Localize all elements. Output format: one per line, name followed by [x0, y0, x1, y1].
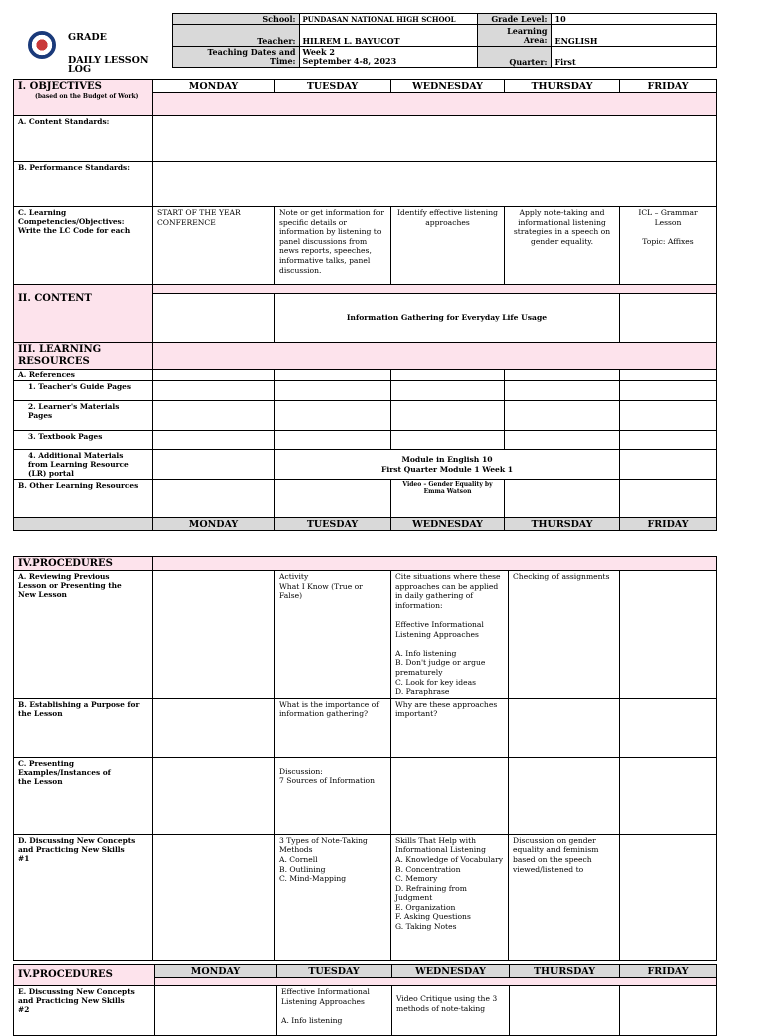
procedures-band: [153, 557, 717, 571]
proc-a-friday: [620, 571, 717, 699]
proc-d-tuesday: 3 Types of Note-Taking Methods A. Cornell B. Outlining C. Mind-Mapping: [275, 834, 391, 960]
objectives-heading: [14, 80, 153, 116]
tb-cell: [620, 431, 717, 450]
teachers-guide-label: 1. Teacher's Guide Pages: [14, 381, 153, 401]
references-label: A. References: [14, 370, 153, 381]
objectives-title: I. OBJECTIVES: [18, 81, 102, 92]
tg-cell: [153, 381, 275, 401]
ref-cell: [275, 370, 391, 381]
proc-day-tuesday: TUESDAY: [277, 965, 392, 978]
competency-wednesday: Identify effective listening approaches: [391, 207, 505, 285]
content-standards-label: A. Content Standards:: [14, 116, 153, 162]
learning-area-value: ENGLISH: [551, 25, 716, 47]
add-monday: [153, 450, 275, 480]
other-tuesday: [275, 480, 391, 518]
lm-cell: [620, 401, 717, 431]
grade-level-value: 10: [551, 14, 716, 25]
footer-blank: [14, 518, 153, 531]
proc-a-monday: [153, 571, 275, 699]
school-value: PUNDASAN NATIONAL HIGH SCHOOL: [299, 14, 477, 25]
content-friday: [620, 294, 717, 343]
proc-c-monday: [153, 757, 275, 834]
footer-day-thursday: THURSDAY: [505, 518, 620, 531]
day-thursday: THURSDAY: [505, 80, 620, 93]
resources-title: III. LEARNING RESOURCES: [14, 343, 153, 370]
proc-a-thursday: Checking of assignments: [509, 571, 620, 699]
textbook-label: 3. Textbook Pages: [14, 431, 153, 450]
tg-cell: [391, 381, 505, 401]
proc-b-label: B. Establishing a Purpose for the Lesson: [14, 698, 153, 757]
other-resources-label: B. Other Learning Resources: [14, 480, 153, 518]
proc-e-wednesday: Video Critique using the 3 methods of note-taking: [392, 986, 510, 1036]
procedures-title: IV.PROCEDURES: [14, 557, 153, 571]
lm-cell: [275, 401, 391, 431]
proc-day-wednesday: WEDNESDAY: [392, 965, 510, 978]
footer-day-wednesday: WEDNESDAY: [391, 518, 505, 531]
quarter-value: First: [551, 47, 716, 68]
log-title: DAILY LESSON LOG: [68, 54, 149, 75]
proc-e-monday: [155, 986, 277, 1036]
grade-label: GRADE: [68, 31, 107, 43]
header-brand: [13, 14, 172, 75]
tg-cell: [505, 381, 620, 401]
tg-cell: [620, 381, 717, 401]
proc-c-tuesday: Discussion: 7 Sources of Information: [275, 757, 391, 834]
proc-c-label: C. Presenting Examples/Instances of the Lesson: [14, 757, 153, 834]
lm-cell: [153, 401, 275, 431]
proc-c-thursday: [509, 757, 620, 834]
dates-label: Teaching Dates and Time:: [172, 47, 299, 68]
proc-day-monday: MONDAY: [155, 965, 277, 978]
competency-monday: START OF THE YEAR CONFERENCE: [153, 207, 275, 285]
tb-cell: [391, 431, 505, 450]
ref-cell: [620, 370, 717, 381]
proc-d-wednesday: Skills That Help with Informational Listening A. Knowledge of Vocabulary B. Concentration C. Memory D. Refraining from Judgment E. Organization F. Asking Questions G. Taking Notes: [391, 834, 509, 960]
procedures-band-2: [155, 978, 717, 986]
add-friday: [620, 450, 717, 480]
tb-cell: [505, 431, 620, 450]
day-friday: FRIDAY: [620, 80, 717, 93]
quarter-label: Quarter:: [477, 47, 551, 68]
lm-cell: [505, 401, 620, 431]
proc-e-label: E. Discussing New Concepts and Practicing New Skills #2: [14, 986, 155, 1036]
proc-d-thursday: Discussion on gender equality and feminism based on the speech viewed/listened to: [509, 834, 620, 960]
content-topic: Information Gathering for Everyday Life Usage: [275, 294, 620, 343]
grade-level-label: Grade Level:: [477, 14, 551, 25]
objectives-band: [153, 93, 717, 116]
competency-thursday: Apply note-taking and informational listening strategies in a speech on gender equality.: [505, 207, 620, 285]
proc-d-monday: [153, 834, 275, 960]
dates-value: Week 2 September 4-8, 2023: [299, 47, 477, 68]
content-standards-value: [153, 116, 717, 162]
proc-b-wednesday: Why are these approaches important?: [391, 698, 509, 757]
ref-cell: [153, 370, 275, 381]
content-band: [153, 285, 717, 294]
day-monday: MONDAY: [153, 80, 275, 93]
tb-cell: [275, 431, 391, 450]
teacher-value: HILREM L. BAYUCOT: [299, 25, 477, 47]
ref-cell: [505, 370, 620, 381]
tg-cell: [275, 381, 391, 401]
proc-c-friday: [620, 757, 717, 834]
lm-cell: [391, 401, 505, 431]
proc-c-wednesday: [391, 757, 509, 834]
other-monday: [153, 480, 275, 518]
competency-tuesday: Note or get information for specific details or information by listening to panel discussions from news reports, speeches, informative talks, panel discussion.: [275, 207, 391, 285]
proc-a-wednesday: Cite situations where these approaches can be applied in daily gathering of information: Effective Informational Listening Approaches A. Info listening B. Don't judge or argue prematurely C. Look for key ideas D. Paraphrase: [391, 571, 509, 699]
competencies-label: C. Learning Competencies/Objectives: Write the LC Code for each: [14, 207, 153, 285]
proc-e-thursday: [510, 986, 620, 1036]
procedures-title-2: IV.PROCEDURES: [14, 965, 155, 986]
content-title: II. CONTENT: [14, 285, 153, 343]
other-thursday: [505, 480, 620, 518]
footer-day-tuesday: TUESDAY: [275, 518, 391, 531]
proc-b-tuesday: What is the importance of information gathering?: [275, 698, 391, 757]
proc-b-friday: [620, 698, 717, 757]
proc-a-tuesday: Activity What I Know (True or False): [275, 571, 391, 699]
deped-seal-icon: [28, 31, 56, 59]
ref-cell: [391, 370, 505, 381]
procedures-table: [13, 556, 717, 961]
learning-area-label: Learning Area:: [477, 25, 551, 47]
other-friday: [620, 480, 717, 518]
procedures-continued-table: [13, 964, 717, 1036]
competency-friday: ICL – Grammar Lesson Topic: Affixes: [620, 207, 717, 285]
proc-day-friday: FRIDAY: [620, 965, 717, 978]
additional-materials-value: Module in English 10 First Quarter Module 1 Week 1: [275, 450, 620, 480]
day-wednesday: WEDNESDAY: [391, 80, 505, 93]
tb-cell: [153, 431, 275, 450]
additional-materials-label: 4. Additional Materials from Learning Resource (LR) portal: [14, 450, 153, 480]
proc-a-label: A. Reviewing Previous Lesson or Presenting the New Lesson: [14, 571, 153, 699]
footer-day-monday: MONDAY: [153, 518, 275, 531]
content-monday: [153, 294, 275, 343]
proc-d-friday: [620, 834, 717, 960]
proc-b-thursday: [509, 698, 620, 757]
header-table: [13, 13, 717, 75]
objectives-table: [13, 79, 717, 531]
day-tuesday: TUESDAY: [275, 80, 391, 93]
teacher-label: Teacher:: [172, 25, 299, 47]
proc-b-monday: [153, 698, 275, 757]
proc-d-label: D. Discussing New Concepts and Practicing New Skills #1: [14, 834, 153, 960]
school-label: School:: [172, 14, 299, 25]
performance-standards-value: [153, 162, 717, 207]
proc-e-tuesday: Effective Informational Listening Approaches A. Info listening: [277, 986, 392, 1036]
performance-standards-label: B. Performance Standards:: [14, 162, 153, 207]
footer-day-friday: FRIDAY: [620, 518, 717, 531]
other-resources-value: Video – Gender Equality by Emma Watson: [391, 480, 505, 518]
objectives-subtitle: (based on the Budget of Work): [35, 93, 139, 100]
proc-day-thursday: THURSDAY: [510, 965, 620, 978]
proc-e-friday: [620, 986, 717, 1036]
learners-materials-label: 2. Learner's Materials Pages: [14, 401, 153, 431]
resources-band: [153, 343, 717, 370]
